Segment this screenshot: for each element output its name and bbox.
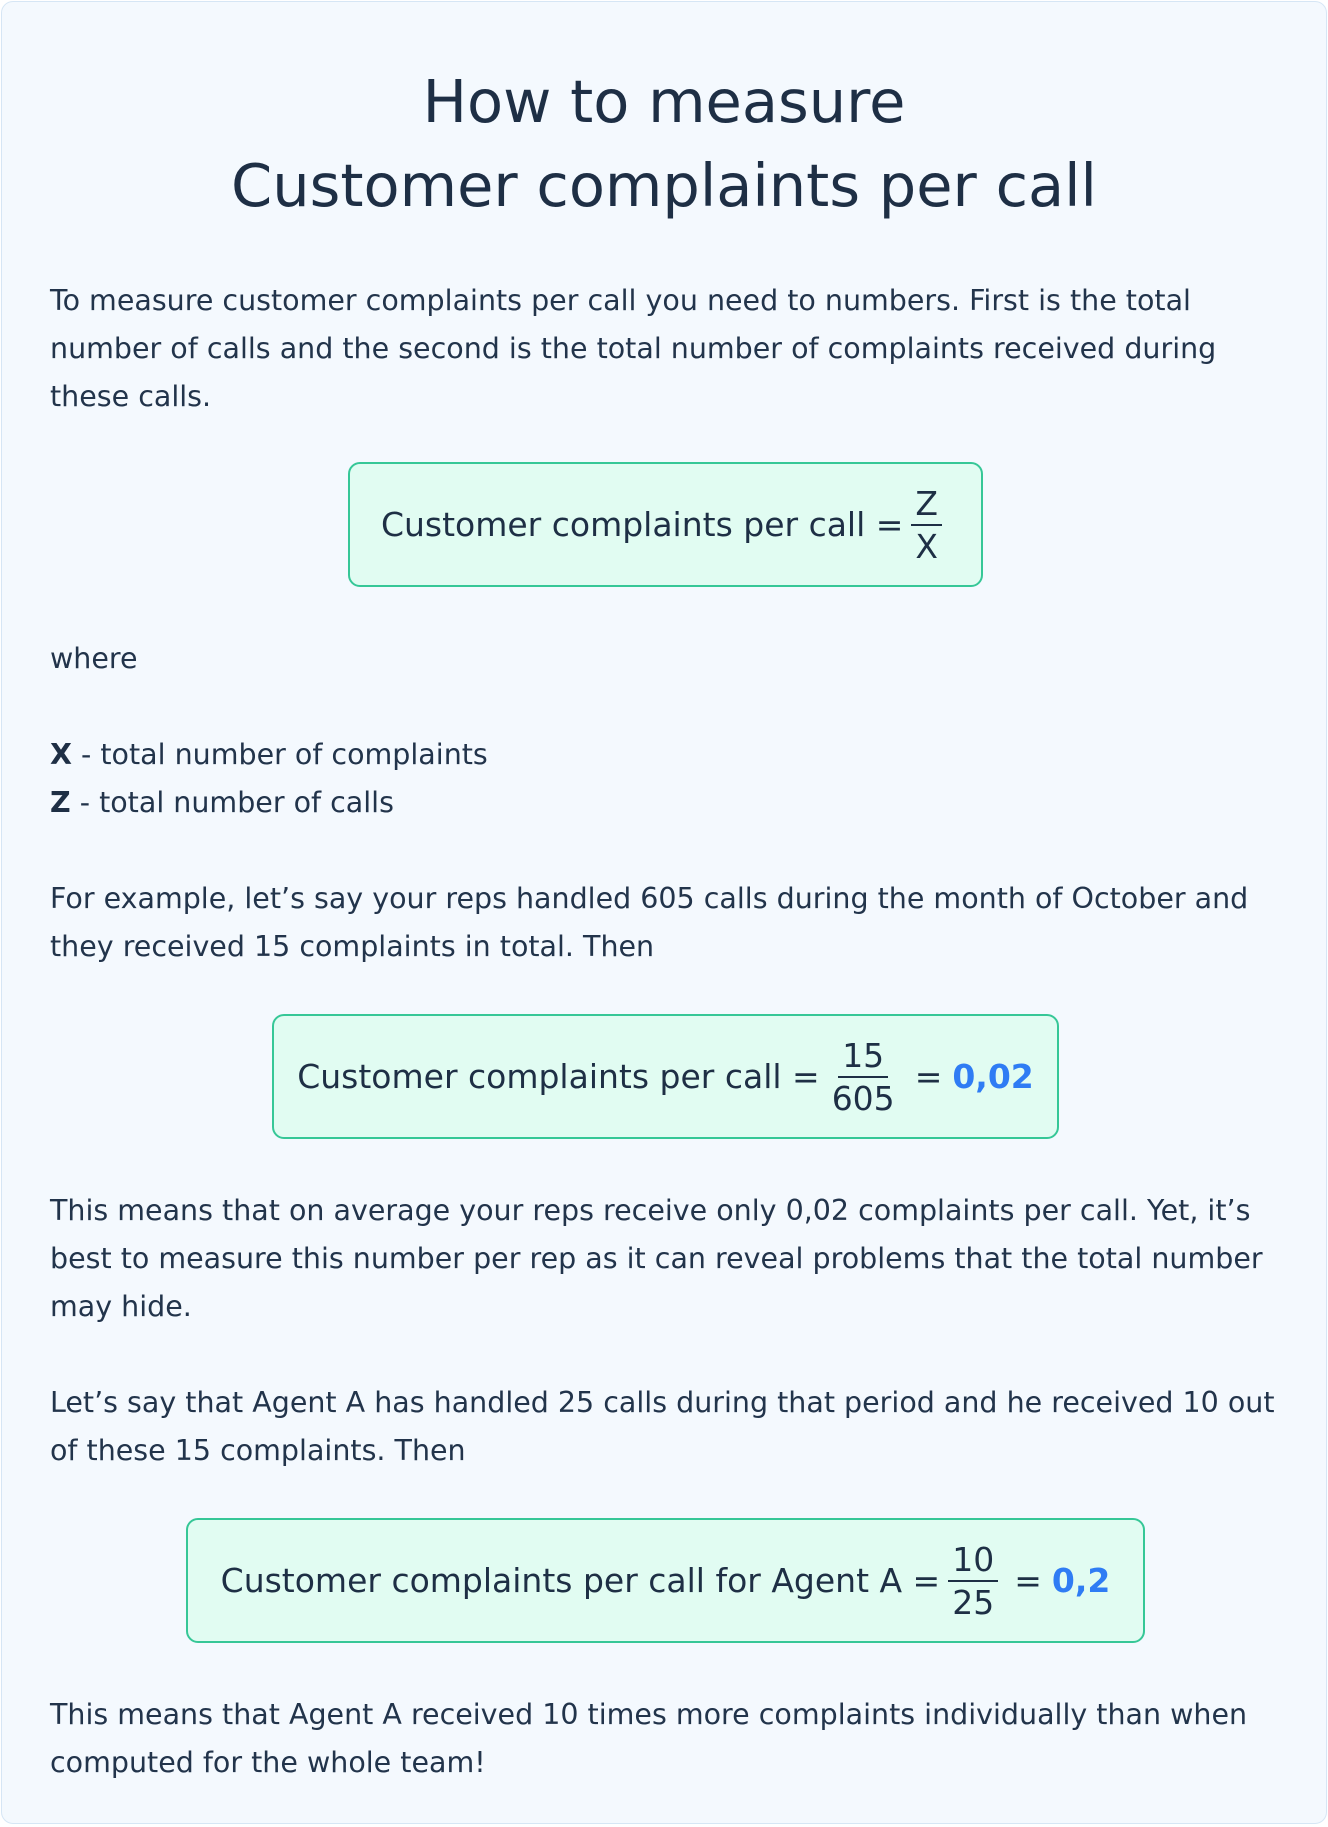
formula-result: 0,02 bbox=[952, 1057, 1034, 1096]
fraction-numerator: 15 bbox=[838, 1039, 888, 1078]
fraction-denominator: 605 bbox=[831, 1078, 895, 1118]
definition-z bbox=[50, 779, 1300, 827]
title-line-1: How to measure bbox=[422, 67, 906, 136]
fraction-numerator: Z bbox=[911, 487, 942, 526]
article-card bbox=[1, 1, 1327, 1824]
formula-result: 0,2 bbox=[1051, 1561, 1111, 1600]
title-line-2: Customer complaints per call bbox=[231, 151, 1097, 220]
definition-symbol: Z bbox=[50, 786, 71, 819]
fraction-denominator: 25 bbox=[952, 1582, 995, 1622]
explanation-paragraph: This means that on average your reps receive only 0,02 complaints per call. Yet, it’s best to measure this number per rep as it can reveal problems that the total number may hide. bbox=[50, 1194, 1263, 1323]
definition-symbol: X bbox=[50, 738, 72, 771]
equals-sign: = bbox=[1014, 1561, 1042, 1600]
equals-sign: = bbox=[914, 1057, 943, 1096]
formula-box-team-example bbox=[272, 1014, 1059, 1139]
intro-paragraph: To measure customer complaints per call you need to numbers. First is the total number of calls and the second is the total number of complaints received during these calls. bbox=[50, 284, 1217, 413]
fraction-denominator: X bbox=[915, 526, 939, 566]
page-title bbox=[2, 60, 1326, 228]
conclusion-paragraph: This means that Agent A received 10 times more complaints individually than when computed for the whole team! bbox=[50, 1698, 1248, 1779]
formula-fraction bbox=[948, 1539, 998, 1622]
formula-fraction bbox=[911, 483, 942, 566]
definition-x bbox=[50, 731, 1300, 779]
definition-text: - total number of calls bbox=[70, 786, 394, 819]
definition-text: - total number of complaints bbox=[71, 738, 488, 771]
formula-box-agent-example bbox=[186, 1518, 1145, 1643]
agent-paragraph: Let’s say that Agent A has handled 25 calls during that period and he received 10 out of these 15 complaints. Then bbox=[50, 1386, 1275, 1467]
where-label: where bbox=[50, 642, 138, 675]
fraction-numerator: 10 bbox=[948, 1543, 998, 1582]
formula-box-general bbox=[348, 462, 983, 587]
formula-label: Customer complaints per call = bbox=[297, 1057, 820, 1096]
formula-label: Customer complaints per call = bbox=[380, 505, 904, 544]
example-paragraph: For example, let’s say your reps handled 605 calls during the month of October and they received 15 complaints in total. Then bbox=[50, 882, 1249, 963]
formula-label: Customer complaints per call for Agent A = bbox=[220, 1561, 941, 1600]
formula-fraction bbox=[828, 1035, 899, 1118]
